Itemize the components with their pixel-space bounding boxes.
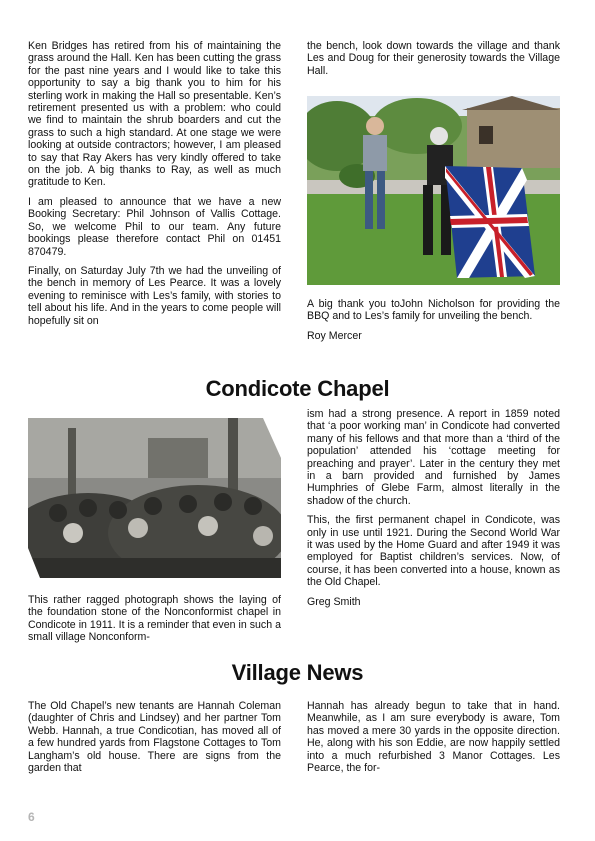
page-number: 6 bbox=[28, 810, 35, 824]
paragraph-news-tenants: The Old Chapel’s new tenants are Hannah Coleman (daughter of Chris and Lindsey) and her partner Tom Webb. Hannah, a true Condicotian, has moved all of a few hundred yards from Flagstone Cottages to Tom Langham’s old house. There are signs from the garden that bbox=[28, 700, 281, 775]
chapel-foundation-photo bbox=[28, 418, 281, 578]
news-right-column bbox=[307, 700, 560, 781]
news-left-column bbox=[28, 700, 281, 781]
hall-article-left-column bbox=[28, 40, 281, 334]
paragraph-thanks-bbq: A big thank you toJohn Nicholson for providing the BBQ and to Les’s family for unveiling the bench. bbox=[307, 298, 560, 323]
paragraph-ken-bridges: Ken Bridges has retired from his of maintaining the grass around the Hall. Ken has been cutting the grass for the past nine years and I would like to take this opportunity to say a big thank you to him for his sterling work in making the Hall so presentable. Ken’s retirement presented us with a problem: who could we find to maintain the shrub boarders and cut the grass to such a high standard. At one stage we were looking at outside contractors; however, I am pleased to say that Ray Akers has very kindly offered to take on the job. A big thanks to Ray, as well as much gratitude to Ken. bbox=[28, 40, 281, 189]
section-heading-village-news: Village News bbox=[231, 660, 364, 685]
hall-article-right-footer bbox=[307, 298, 560, 349]
signature-greg-smith: Greg Smith bbox=[307, 595, 361, 608]
bench-unveiling-photo bbox=[307, 96, 560, 285]
signature-roy-mercer: Roy Mercer bbox=[307, 329, 362, 342]
paragraph-booking-secretary: I am pleased to announce that we have a new Booking Secretary: Phil Johnson of Vallis Cottage. So, we welcome Phil to our team. Any future bookings please therefore contact Phil on 01451 870479. bbox=[28, 195, 281, 258]
chapel-left-column bbox=[28, 594, 281, 651]
paragraph-news-continued: Hannah has already begun to take that in hand. Meanwhile, as I am sure everybody is aware, Tom has moved a mere 30 yards in the opposite direction. He, along with his son Eddie, are now happily settled into a much refurbished 3 Manor Cottages. Les Pearce, the for- bbox=[307, 700, 560, 775]
chapel-foundation-illustration bbox=[28, 418, 281, 578]
section-heading-condicote-chapel: Condicote Chapel bbox=[205, 376, 390, 401]
paragraph-bench-continued: the bench, look down towards the village and thank Les and Doug for their generosity towards the Village Hall. bbox=[307, 40, 560, 77]
bench-unveiling-illustration bbox=[307, 96, 560, 285]
paragraph-bench-unveiling: Finally, on Saturday July 7th we had the unveiling of the bench in memory of Les Pearce. It was a lovely evening to reminisce with Les’s family, with stories to tell about his life. And in the years to come people will hopefully sit on bbox=[28, 264, 281, 327]
paragraph-chapel-later-use: This, the first permanent chapel in Condicote, was only in use until 1921. During the Second World War it was used by the Home Guard and after 1949 it was employed for Baptist children’s services. Now, of course, it has been converted into a house, known as the Old Chapel. bbox=[307, 514, 560, 589]
paragraph-chapel-history: ism had a strong presence. A report in 1859 noted that ‘a poor working man’ in Condicote had converted many of his fellows and that more than a ‘third of the population’ attended his ‘cottage meeting for preaching and prayer’. Later in the century they met in a barn provided and furnished by James Humphries of Glebe Farm, almost literally in the shadow of the church. bbox=[307, 408, 560, 507]
hall-article-right-column bbox=[307, 40, 560, 84]
chapel-right-column bbox=[307, 408, 560, 615]
paragraph-chapel-photo-caption: This rather ragged photograph shows the laying of the foundation stone of the Nonconformist chapel in Condicote in 1911. It is a reminder that even in such a small village Nonconform- bbox=[28, 594, 281, 644]
